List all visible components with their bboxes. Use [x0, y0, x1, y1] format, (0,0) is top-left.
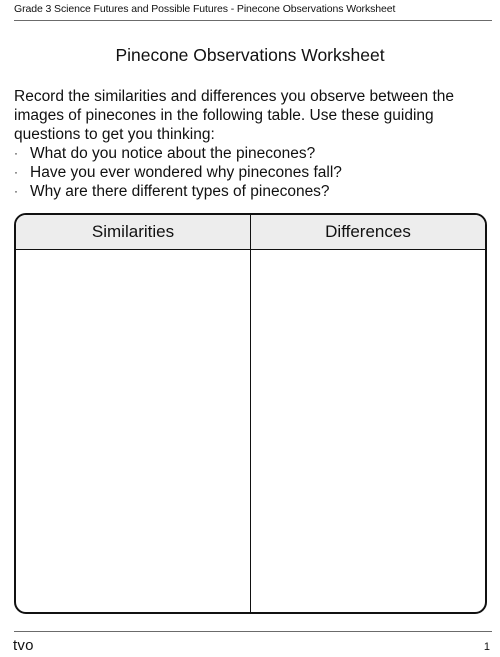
page-number: 1: [483, 641, 490, 653]
table-body-row: [16, 250, 485, 612]
column-header-differences: Differences: [250, 215, 485, 249]
bullet-icon: ·: [14, 184, 18, 198]
question-text: Why are there different types of pinecones?: [30, 183, 330, 200]
differences-cell[interactable]: [250, 250, 485, 612]
footer-divider: [14, 631, 492, 632]
tvo-logo: tvo: [13, 637, 34, 654]
question-text: Have you ever wondered why pinecones fall?: [30, 164, 342, 181]
list-item: [14, 182, 484, 201]
bullet-icon: ·: [14, 146, 18, 160]
guiding-questions-list: [14, 144, 484, 201]
bullet-icon: ·: [14, 165, 18, 179]
header-divider: [14, 20, 492, 21]
similarities-cell[interactable]: [16, 250, 250, 612]
list-item: [14, 144, 484, 163]
question-text: What do you notice about the pinecones?: [30, 145, 316, 162]
list-item: [14, 163, 484, 182]
header-title: Grade 3 Science Futures and Possible Futures - Pinecone Observations Worksheet: [14, 3, 396, 15]
table-header-row: [16, 215, 485, 250]
worksheet-title: Pinecone Observations Worksheet: [115, 45, 385, 65]
observations-table: [14, 213, 487, 614]
column-header-similarities: Similarities: [91, 222, 175, 241]
instructions-paragraph: Record the similarities and differences you observe between the images of pinecones in the following table. Use these guiding questions to get you thinking:: [14, 88, 454, 143]
